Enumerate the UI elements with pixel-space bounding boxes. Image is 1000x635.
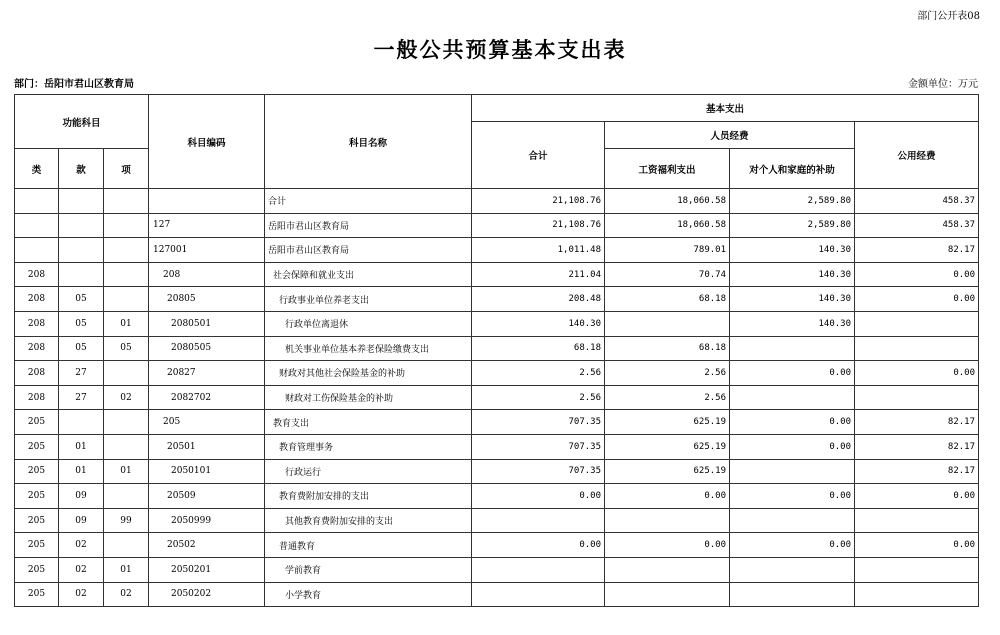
cell-public: 82.17 xyxy=(855,459,979,484)
cell-subject-code: 208 xyxy=(149,262,265,287)
cell-subject-name: 其他教育费附加安排的支出 xyxy=(265,508,472,533)
cell-total: 208.48 xyxy=(472,287,605,312)
cell-xiang xyxy=(104,434,149,459)
cell-total: 1,011.48 xyxy=(472,238,605,263)
cell-subject-code: 2050999 xyxy=(149,508,265,533)
cell-subsidy: 2,589.80 xyxy=(730,213,855,238)
cell-public xyxy=(855,508,979,533)
header-subject-code: 科目编码 xyxy=(149,95,265,189)
cell-subject-name: 财政对其他社会保险基金的补助 xyxy=(265,361,472,386)
cell-xiang: 01 xyxy=(104,459,149,484)
cell-public: 0.00 xyxy=(855,262,979,287)
cell-subsidy xyxy=(730,336,855,361)
cell-subsidy: 0.00 xyxy=(730,361,855,386)
cell-public: 458.37 xyxy=(855,213,979,238)
cell-lei: 205 xyxy=(15,508,59,533)
cell-total: 2.56 xyxy=(472,385,605,410)
cell-kuan: 02 xyxy=(59,533,104,558)
cell-total: 707.35 xyxy=(472,434,605,459)
cell-total xyxy=(472,508,605,533)
header-personnel: 人员经费 xyxy=(605,122,855,149)
cell-public: 0.00 xyxy=(855,533,979,558)
cell-subject-name: 行政单位离退休 xyxy=(265,311,472,336)
header-total: 合计 xyxy=(472,122,605,189)
table-row xyxy=(15,533,979,558)
cell-subject-code: 2080501 xyxy=(149,311,265,336)
cell-public xyxy=(855,311,979,336)
header-lei: 类 xyxy=(15,149,59,189)
cell-subsidy: 0.00 xyxy=(730,410,855,435)
cell-xiang xyxy=(104,213,149,238)
cell-subsidy: 0.00 xyxy=(730,434,855,459)
cell-subsidy: 2,589.80 xyxy=(730,189,855,214)
table-row xyxy=(15,189,979,214)
cell-total: 21,108.76 xyxy=(472,213,605,238)
cell-subject-code: 2050201 xyxy=(149,557,265,582)
cell-subject-name: 社会保障和就业支出 xyxy=(265,262,472,287)
cell-subject-code: 20509 xyxy=(149,484,265,509)
cell-subject-code: 20827 xyxy=(149,361,265,386)
cell-kuan xyxy=(59,410,104,435)
budget-table xyxy=(14,94,979,607)
cell-subject-code: 20805 xyxy=(149,287,265,312)
cell-public xyxy=(855,385,979,410)
table-row xyxy=(15,336,979,361)
table-row xyxy=(15,459,979,484)
cell-subsidy: 140.30 xyxy=(730,311,855,336)
cell-lei: 208 xyxy=(15,311,59,336)
cell-subject-code: 205 xyxy=(149,410,265,435)
cell-wages: 0.00 xyxy=(605,484,730,509)
table-row xyxy=(15,238,979,263)
cell-kuan: 27 xyxy=(59,385,104,410)
cell-subsidy xyxy=(730,385,855,410)
cell-public: 458.37 xyxy=(855,189,979,214)
cell-lei: 208 xyxy=(15,361,59,386)
cell-subsidy xyxy=(730,557,855,582)
cell-wages: 18,060.58 xyxy=(605,213,730,238)
cell-subject-name: 小学教育 xyxy=(265,582,472,607)
table-row xyxy=(15,557,979,582)
table-row xyxy=(15,582,979,607)
cell-subject-code: 20501 xyxy=(149,434,265,459)
table-row xyxy=(15,311,979,336)
form-number: 部门公开表08 xyxy=(917,11,980,22)
table-row xyxy=(15,361,979,386)
cell-xiang xyxy=(104,361,149,386)
cell-total: 68.18 xyxy=(472,336,605,361)
cell-public: 82.17 xyxy=(855,238,979,263)
cell-xiang xyxy=(104,533,149,558)
cell-wages: 70.74 xyxy=(605,262,730,287)
table-row xyxy=(15,262,979,287)
cell-subject-name: 学前教育 xyxy=(265,557,472,582)
cell-subject-code: 20502 xyxy=(149,533,265,558)
cell-total: 140.30 xyxy=(472,311,605,336)
cell-subject-code: 127 xyxy=(149,213,265,238)
cell-total: 21,108.76 xyxy=(472,189,605,214)
cell-subject-name: 行政运行 xyxy=(265,459,472,484)
cell-wages: 625.19 xyxy=(605,410,730,435)
cell-subsidy xyxy=(730,582,855,607)
header-subsidy: 对个人和家庭的补助 xyxy=(730,149,855,189)
cell-subject-name: 岳阳市君山区教育局 xyxy=(265,213,472,238)
cell-total: 707.35 xyxy=(472,459,605,484)
cell-xiang xyxy=(104,287,149,312)
cell-lei: 208 xyxy=(15,262,59,287)
cell-wages: 625.19 xyxy=(605,459,730,484)
cell-xiang xyxy=(104,189,149,214)
cell-public xyxy=(855,336,979,361)
cell-total: 2.56 xyxy=(472,361,605,386)
cell-lei: 205 xyxy=(15,410,59,435)
cell-public xyxy=(855,557,979,582)
cell-wages: 0.00 xyxy=(605,533,730,558)
table-row xyxy=(15,385,979,410)
table-row xyxy=(15,434,979,459)
cell-subject-code: 2080505 xyxy=(149,336,265,361)
table-row xyxy=(15,484,979,509)
cell-lei: 208 xyxy=(15,287,59,312)
cell-wages: 2.56 xyxy=(605,361,730,386)
cell-kuan: 09 xyxy=(59,508,104,533)
cell-wages xyxy=(605,582,730,607)
header-public: 公用经费 xyxy=(855,122,979,189)
cell-subject-code: 2050101 xyxy=(149,459,265,484)
cell-subject-name: 教育管理事务 xyxy=(265,434,472,459)
cell-lei xyxy=(15,189,59,214)
cell-subject-name: 机关事业单位基本养老保险缴费支出 xyxy=(265,336,472,361)
cell-lei: 205 xyxy=(15,434,59,459)
header-xiang: 项 xyxy=(104,149,149,189)
cell-subsidy xyxy=(730,508,855,533)
cell-wages: 789.01 xyxy=(605,238,730,263)
cell-subject-name: 普通教育 xyxy=(265,533,472,558)
cell-total xyxy=(472,557,605,582)
cell-wages: 68.18 xyxy=(605,287,730,312)
cell-kuan: 05 xyxy=(59,311,104,336)
cell-subsidy: 140.30 xyxy=(730,287,855,312)
cell-xiang: 99 xyxy=(104,508,149,533)
cell-total: 0.00 xyxy=(472,484,605,509)
cell-xiang xyxy=(104,410,149,435)
cell-xiang xyxy=(104,484,149,509)
department-label: 部门：岳阳市君山区教育局 xyxy=(14,79,134,90)
cell-lei: 208 xyxy=(15,336,59,361)
cell-subject-name: 财政对工伤保险基金的补助 xyxy=(265,385,472,410)
cell-subject-code: 2082702 xyxy=(149,385,265,410)
cell-kuan: 02 xyxy=(59,557,104,582)
cell-wages: 18,060.58 xyxy=(605,189,730,214)
cell-subject-code: 127001 xyxy=(149,238,265,263)
table-row xyxy=(15,508,979,533)
cell-subsidy: 140.30 xyxy=(730,238,855,263)
cell-lei xyxy=(15,213,59,238)
cell-xiang: 05 xyxy=(104,336,149,361)
cell-kuan xyxy=(59,262,104,287)
cell-kuan: 05 xyxy=(59,287,104,312)
cell-xiang: 01 xyxy=(104,557,149,582)
cell-subject-name: 岳阳市君山区教育局 xyxy=(265,238,472,263)
cell-total xyxy=(472,582,605,607)
cell-kuan xyxy=(59,213,104,238)
cell-lei: 205 xyxy=(15,533,59,558)
cell-kuan: 27 xyxy=(59,361,104,386)
cell-kuan xyxy=(59,238,104,263)
cell-subject-name: 教育费附加安排的支出 xyxy=(265,484,472,509)
cell-public: 0.00 xyxy=(855,484,979,509)
cell-xiang xyxy=(104,262,149,287)
cell-subsidy: 0.00 xyxy=(730,484,855,509)
cell-lei: 205 xyxy=(15,484,59,509)
cell-kuan: 01 xyxy=(59,434,104,459)
cell-lei xyxy=(15,238,59,263)
cell-lei: 205 xyxy=(15,557,59,582)
cell-wages xyxy=(605,311,730,336)
cell-lei: 205 xyxy=(15,459,59,484)
page-title: 一般公共预算基本支出表 xyxy=(373,37,627,62)
cell-total: 211.04 xyxy=(472,262,605,287)
cell-wages xyxy=(605,508,730,533)
cell-xiang: 02 xyxy=(104,385,149,410)
cell-wages xyxy=(605,557,730,582)
cell-kuan xyxy=(59,189,104,214)
cell-subject-name: 行政事业单位养老支出 xyxy=(265,287,472,312)
table-row xyxy=(15,213,979,238)
cell-total: 0.00 xyxy=(472,533,605,558)
header-func-subject: 功能科目 xyxy=(15,95,149,149)
cell-kuan: 09 xyxy=(59,484,104,509)
cell-kuan: 02 xyxy=(59,582,104,607)
cell-xiang: 02 xyxy=(104,582,149,607)
cell-subject-name: 合计 xyxy=(265,189,472,214)
cell-subject-code: 2050202 xyxy=(149,582,265,607)
header-kuan: 款 xyxy=(59,149,104,189)
cell-subject-name: 教育支出 xyxy=(265,410,472,435)
table-row xyxy=(15,287,979,312)
table-row xyxy=(15,410,979,435)
amount-unit-label: 金额单位：万元 xyxy=(908,79,978,90)
cell-xiang: 01 xyxy=(104,311,149,336)
cell-total: 707.35 xyxy=(472,410,605,435)
cell-wages: 68.18 xyxy=(605,336,730,361)
cell-public: 0.00 xyxy=(855,287,979,312)
cell-public xyxy=(855,582,979,607)
cell-lei: 205 xyxy=(15,582,59,607)
cell-lei: 208 xyxy=(15,385,59,410)
cell-kuan: 05 xyxy=(59,336,104,361)
header-basic-expense: 基本支出 xyxy=(472,95,979,122)
cell-subject-code xyxy=(149,189,265,214)
cell-xiang xyxy=(104,238,149,263)
cell-subsidy xyxy=(730,459,855,484)
cell-kuan: 01 xyxy=(59,459,104,484)
cell-public: 82.17 xyxy=(855,410,979,435)
cell-subsidy: 140.30 xyxy=(730,262,855,287)
cell-wages: 2.56 xyxy=(605,385,730,410)
cell-subsidy: 0.00 xyxy=(730,533,855,558)
cell-wages: 625.19 xyxy=(605,434,730,459)
header-subject-name: 科目名称 xyxy=(265,95,472,189)
table-body xyxy=(15,189,979,607)
header-wages: 工资福利支出 xyxy=(605,149,730,189)
cell-public: 82.17 xyxy=(855,434,979,459)
cell-public: 0.00 xyxy=(855,361,979,386)
